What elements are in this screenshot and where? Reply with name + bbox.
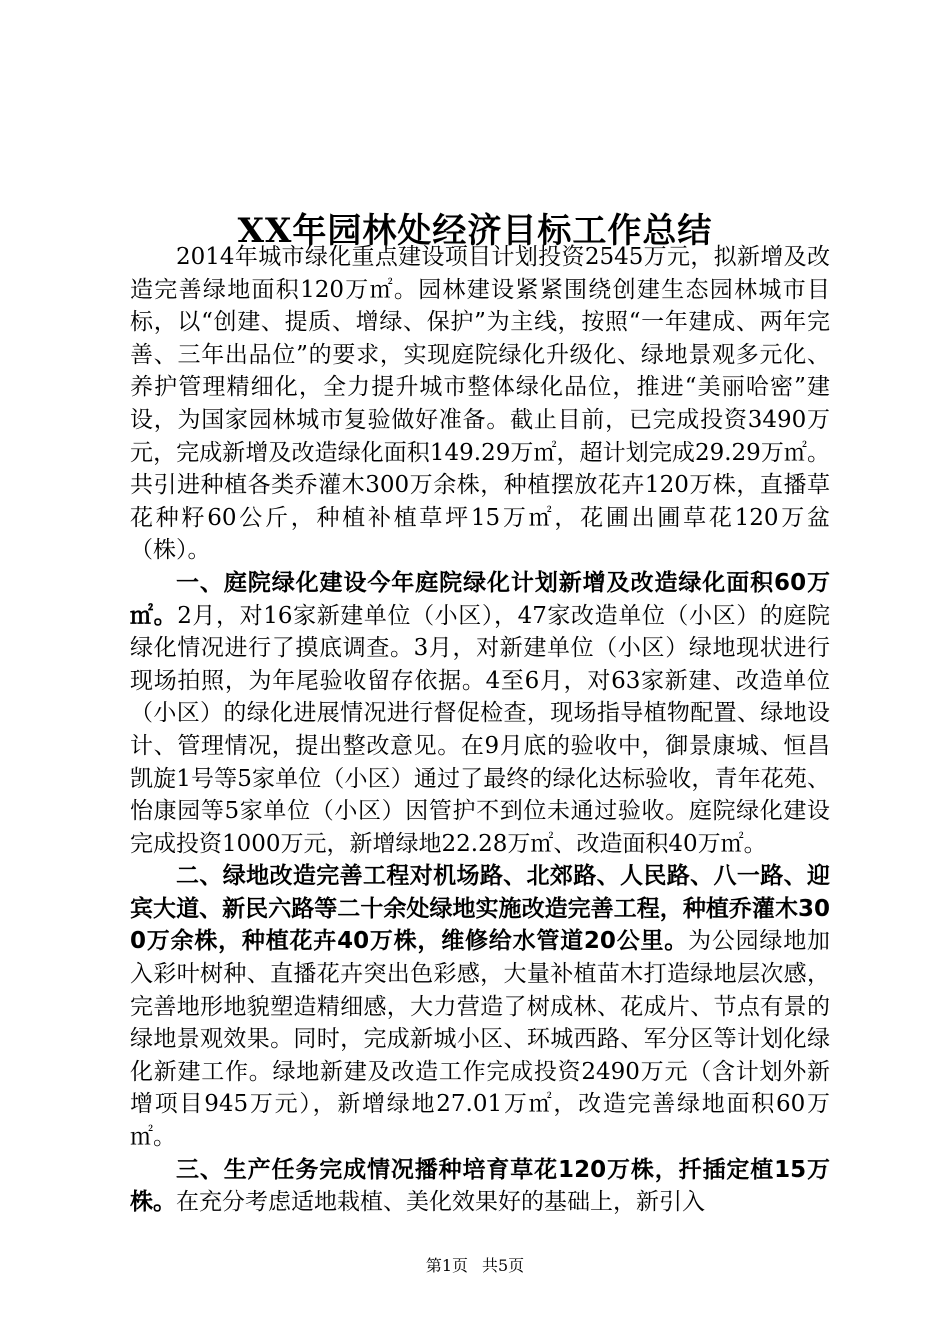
paragraph-intro <box>130 241 830 567</box>
section-heading: 一、庭院绿化建设今年庭院绿化计划新增及改造绿化面积60万㎡。 <box>130 569 830 629</box>
document-title: XX年园林处经济目标工作总结 <box>237 210 713 251</box>
document-body <box>130 241 830 1219</box>
paragraph-section-3 <box>130 1154 830 1219</box>
section-heading: 二、绿地改造完善工程对机场路、北郊路、人民路、八一路、迎宾大道、新民六路等二十余处绿地实施改造完善工程，种植乔灌木300万余株，种植花卉40万株，维修给水管道20公里。 <box>130 863 830 955</box>
paragraph-section-1 <box>130 567 830 860</box>
page-number-current: 第1页 <box>425 1256 468 1275</box>
paragraph-text: 2014年城市绿化重点建设项目计划投资2545万元，拟新增及改造完善绿地面积120万㎡。园林建设紧紧围绕创建生态园林城市目标，以“创建、提质、增绿、保护”为主线，按照“一年建成、两年完善、三年出品位”的要求，实现庭院绿化升级化、绿地景观多元化、养护管理精细化，全力提升城市整体绿化品位，推进“美丽哈密”建设，为国家园林城市复验做好准备。截止目前，已完成投资3490万元，完成新增及改造绿化面积149.29万㎡，超计划完成29.29万㎡。共引进种植各类乔灌木300万余株，种植摆放花卉120万株，直播草花种籽60公斤，种植补植草坪15万㎡，花圃出圃草花120万盆（株）。 <box>130 244 830 564</box>
page-number-total: 共5页 <box>482 1256 525 1275</box>
paragraph-text: 为公园绿地加入彩叶树种、直播花卉突出色彩感，大量补植苗木打造绿地层次感，完善地形地貌塑造精细感，大力营造了树成林、花成片、节点有景的绿地景观效果。同时，完成新城小区、环城西路、军分区等计划化绿化新建工作。绿地新建及改造工作完成投资2490万元（含计划外新增项目945万元），新增绿地27.01万㎡，改造完善绿地面积60万㎡。 <box>130 928 831 1151</box>
section-heading: 三、生产任务完成情况播种培育草花120万株，扦插定植15万株。 <box>130 1156 830 1216</box>
paragraph-text: 在充分考虑适地栽植、美化效果好的基础上，新引入 <box>176 1189 705 1216</box>
page-footer <box>0 1255 950 1277</box>
paragraph-section-2 <box>130 860 830 1153</box>
paragraph-text: 2月，对16家新建单位（小区），47家改造单位（小区）的庭院绿化情况进行了摸底调查。3月，对新建单位（小区）绿地现状进行现场拍照，为年尾验收留存依据。4至6月，对63家新建、改造单位（小区）的绿化进展情况进行督促检查，现场指导植物配置、绿地设计、管理情况，提出整改意见。在9月底的验收中，御景康城、恒昌凯旋1号等5家单位（小区）通过了最终的绿化达标验收，青年花苑、怡康园等5家单位（小区）因管护不到位未通过验收。庭院绿化建设完成投资1000万元，新增绿地22.28万㎡、改造面积40万㎡。 <box>130 602 831 857</box>
